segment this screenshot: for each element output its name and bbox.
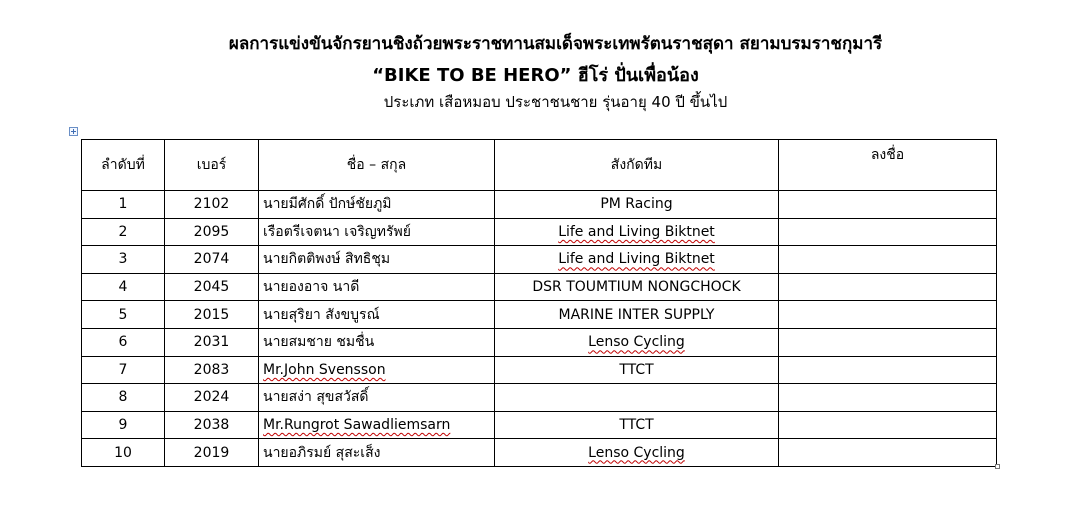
cell-team xyxy=(495,246,779,274)
header-row xyxy=(82,140,997,191)
name-text: นายสง่า สุขสวัสดิ์ xyxy=(263,389,369,406)
cell-number: 2045 xyxy=(165,273,259,301)
cell-sign[interactable] xyxy=(779,246,997,274)
name-text: นายอภิรมย์ สุสะเส็ง xyxy=(263,444,381,461)
column-header-name: ชื่อ – สกุล xyxy=(259,140,495,191)
cell-number: 2038 xyxy=(165,411,259,439)
name-text: Mr.John Svensson xyxy=(263,361,386,378)
team-text: TTCT xyxy=(619,417,654,434)
cell-name xyxy=(259,218,495,246)
table-row xyxy=(82,356,997,384)
cell-sign[interactable] xyxy=(779,411,997,439)
cell-rank: 5 xyxy=(82,301,165,329)
team-text: DSR TOUMTIUM NONGCHOCK xyxy=(532,279,741,296)
cell-number: 2024 xyxy=(165,384,259,412)
column-header-sign: ลงชื่อ xyxy=(779,140,997,191)
column-header-rank: ลำดับที่ xyxy=(82,140,165,191)
cell-team xyxy=(495,384,779,412)
cell-name xyxy=(259,384,495,412)
cell-sign[interactable] xyxy=(779,191,997,219)
cell-rank: 9 xyxy=(82,411,165,439)
name-text: นายองอาจ นาดี xyxy=(263,279,360,296)
cell-name xyxy=(259,356,495,384)
name-text: เรือตรีเจตนา เจริญทรัพย์ xyxy=(263,223,411,240)
cell-name xyxy=(259,301,495,329)
cell-sign[interactable] xyxy=(779,384,997,412)
cell-team xyxy=(495,411,779,439)
team-text: Lenso Cycling xyxy=(588,334,685,351)
cell-team xyxy=(495,191,779,219)
title-line-2: “BIKE TO BE HERO” ฮีโร่ ปั่นเพื่อน้อง xyxy=(372,65,699,86)
name-text: นายมีศักดิ์ ปักษ์ชัยภูมิ xyxy=(263,196,392,213)
cell-sign[interactable] xyxy=(779,273,997,301)
cell-rank: 7 xyxy=(82,356,165,384)
cell-sign[interactable] xyxy=(779,356,997,384)
cell-name xyxy=(259,191,495,219)
team-text: TTCT xyxy=(619,361,654,378)
move-cross-icon[interactable] xyxy=(69,127,78,136)
cell-rank: 2 xyxy=(82,218,165,246)
cell-team xyxy=(495,356,779,384)
team-text: Life and Living Biktnet xyxy=(558,251,715,268)
column-header-number: เบอร์ xyxy=(165,140,259,191)
cell-rank: 4 xyxy=(82,273,165,301)
cell-sign[interactable] xyxy=(779,439,997,467)
cell-rank: 3 xyxy=(82,246,165,274)
table-row xyxy=(82,191,997,219)
name-text: นายกิตติพงษ์ สิทธิชุม xyxy=(263,251,391,268)
table-row xyxy=(82,439,997,467)
table-row xyxy=(82,411,997,439)
cell-rank: 10 xyxy=(82,439,165,467)
team-text: MARINE INTER SUPPLY xyxy=(558,306,715,323)
table-row xyxy=(82,218,997,246)
name-text: Mr.Rungrot Sawadliemsarn xyxy=(263,417,451,434)
table-row xyxy=(82,384,997,412)
cell-team xyxy=(495,439,779,467)
team-text: Life and Living Biktnet xyxy=(558,223,715,240)
cell-rank: 6 xyxy=(82,328,165,356)
cell-team xyxy=(495,301,779,329)
cell-number: 2031 xyxy=(165,328,259,356)
team-text: PM Racing xyxy=(600,196,673,213)
cell-name xyxy=(259,273,495,301)
cell-team xyxy=(495,273,779,301)
cell-sign[interactable] xyxy=(779,328,997,356)
results-table xyxy=(81,139,997,467)
cell-name xyxy=(259,439,495,467)
cell-team xyxy=(495,218,779,246)
column-header-team: สังกัดทีม xyxy=(495,140,779,191)
cell-number: 2102 xyxy=(165,191,259,219)
team-text: Lenso Cycling xyxy=(588,444,685,461)
cell-number: 2095 xyxy=(165,218,259,246)
cell-name xyxy=(259,411,495,439)
table-row xyxy=(82,246,997,274)
cell-number: 2015 xyxy=(165,301,259,329)
cell-number: 2019 xyxy=(165,439,259,467)
cell-number: 2074 xyxy=(165,246,259,274)
cell-rank: 8 xyxy=(82,384,165,412)
name-text: นายสมชาย ชมชื่น xyxy=(263,334,375,351)
table-row xyxy=(82,273,997,301)
cell-name xyxy=(259,246,495,274)
table-row xyxy=(82,328,997,356)
cell-number: 2083 xyxy=(165,356,259,384)
cell-rank: 1 xyxy=(82,191,165,219)
name-text: นายสุริยา สังขบูรณ์ xyxy=(263,306,380,323)
cell-team xyxy=(495,328,779,356)
cell-sign[interactable] xyxy=(779,301,997,329)
table-row xyxy=(82,301,997,329)
cell-sign[interactable] xyxy=(779,218,997,246)
title-line-1: ผลการแข่งขันจักรยานชิงถ้วยพระราชทานสมเด็จพระเทพรัตนราชสุดา สยามบรมราชกุมารี xyxy=(228,34,883,54)
cell-name xyxy=(259,328,495,356)
resize-square-icon[interactable] xyxy=(995,464,1000,469)
title-line-3: ประเภท เสือหมอบ ประชาชนชาย รุ่นอายุ 40 ปี ขึ้นไป xyxy=(383,93,728,111)
